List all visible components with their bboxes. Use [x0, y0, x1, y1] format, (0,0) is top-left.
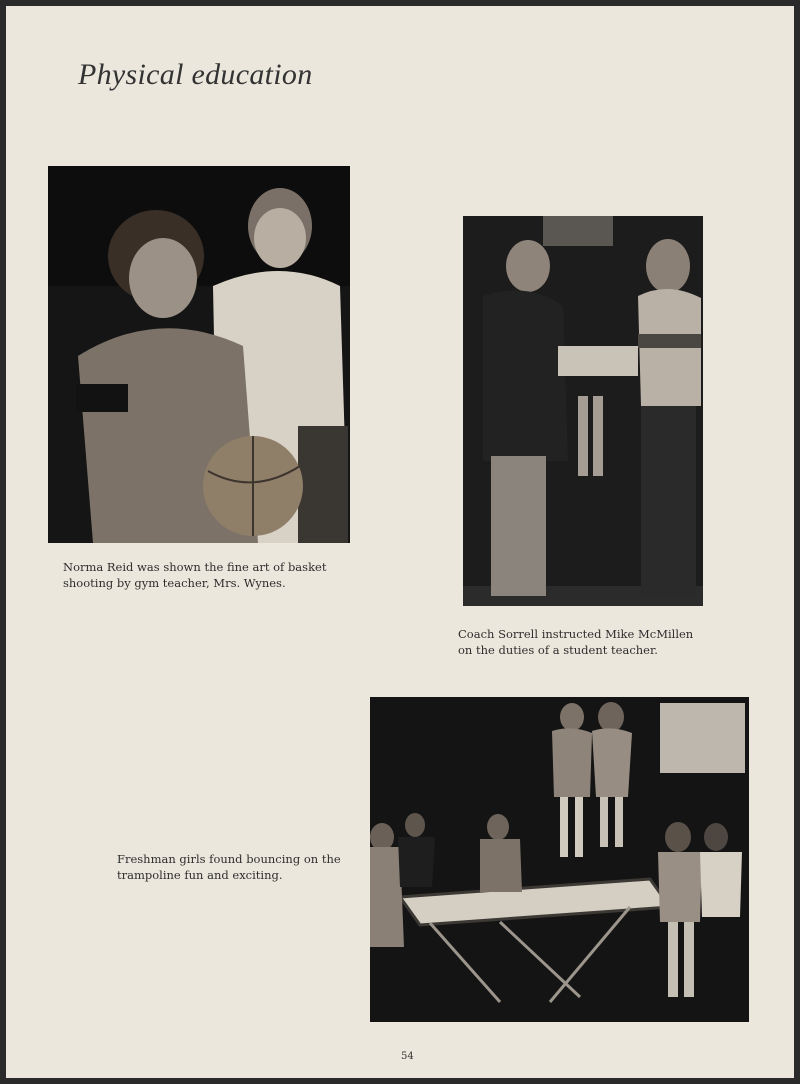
- caption-line: Norma Reid was shown the fine art of basket: [63, 560, 327, 574]
- page-number: 54: [401, 1051, 414, 1062]
- caption-line: trampoline fun and exciting.: [117, 868, 283, 882]
- photo-trampoline: [370, 697, 749, 1022]
- photo-coach: [463, 216, 703, 606]
- caption-coach: [458, 626, 693, 658]
- yearbook-page: [6, 6, 794, 1078]
- caption-line: Freshman girls found bouncing on the: [117, 852, 341, 866]
- photo-basketball: [48, 166, 350, 543]
- caption-line: Coach Sorrell instructed Mike McMillen: [458, 627, 694, 641]
- caption-trampoline: [117, 851, 341, 883]
- caption-basketball: [63, 559, 326, 591]
- caption-line: shooting by gym teacher, Mrs. Wynes.: [63, 576, 286, 590]
- page-title: Physical education: [78, 58, 313, 91]
- caption-line: on the duties of a student teacher.: [458, 643, 658, 657]
